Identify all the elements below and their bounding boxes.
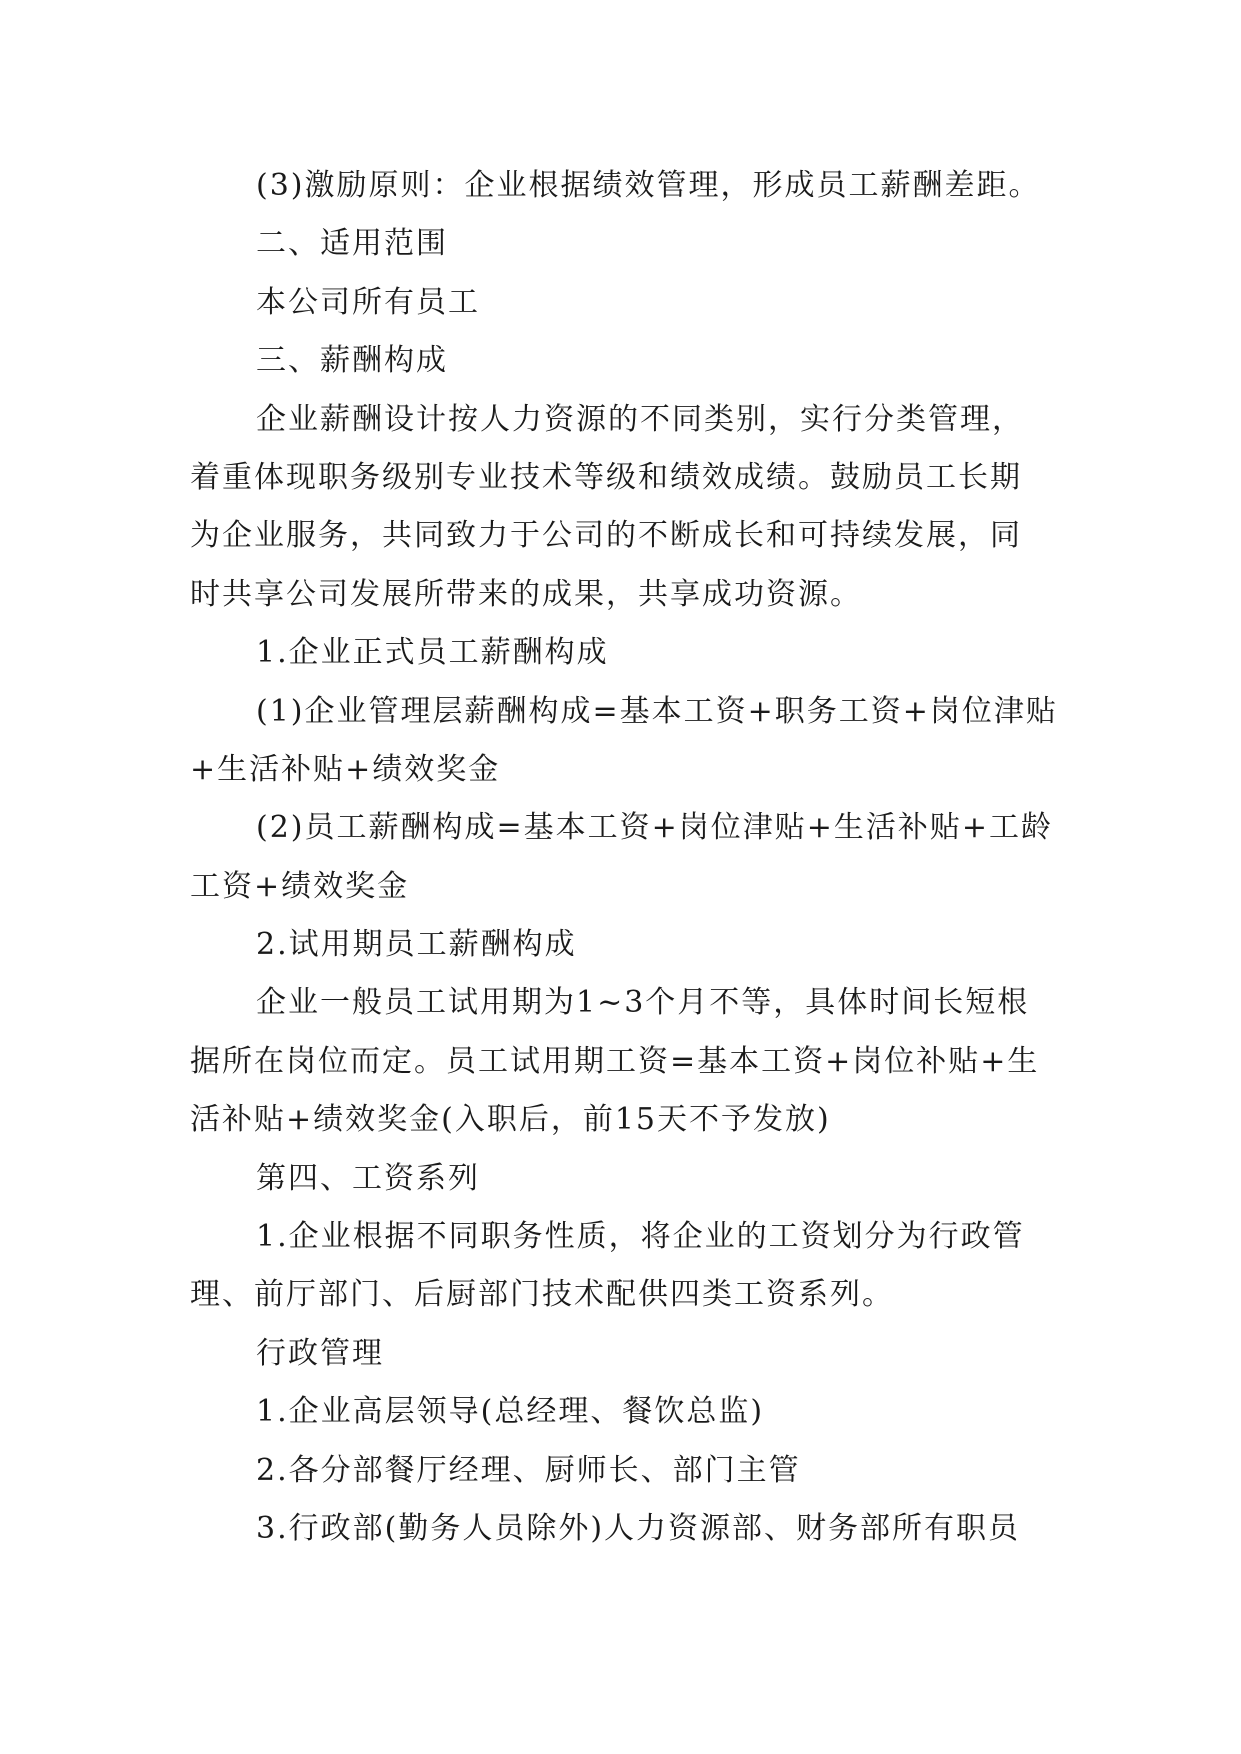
paragraph-line: 着重体现职务级别专业技术等级和绩效成绩。鼓励员工长期 — [190, 459, 1022, 495]
section-heading: 三、薪酬构成 — [256, 343, 448, 379]
paragraph-line: 据所在岗位而定。员工试用期工资=基本工资+岗位补贴+生 — [190, 1043, 1040, 1079]
list-item: 1.企业高层领导(总经理、餐饮总监) — [256, 1394, 765, 1430]
list-item: 2.试用期员工薪酬构成 — [256, 927, 577, 963]
paragraph-line: 企业一般员工试用期为1~3个月不等，具体时间长短根 — [256, 985, 1030, 1021]
list-item: (1)企业管理层薪酬构成=基本工资+职务工资+岗位津贴 — [256, 693, 1058, 729]
paragraph-line: 理、前厅部门、后厨部门技术配供四类工资系列。 — [190, 1277, 894, 1313]
paragraph-line: 时共享公司发展所带来的成果，共享成功资源。 — [190, 576, 862, 612]
paragraph-line: 本公司所有员工 — [256, 284, 480, 320]
list-item: 1.企业根据不同职务性质，将企业的工资划分为行政管 — [256, 1219, 1025, 1255]
paragraph-line: 工资+绩效奖金 — [190, 868, 410, 904]
paragraph-line: +生活补贴+绩效奖金 — [190, 751, 501, 787]
list-item: 3.行政部(勤务人员除外)人力资源部、财务部所有职员 — [256, 1510, 1021, 1546]
paragraph-line: 为企业服务，共同致力于公司的不断成长和可持续发展，同 — [190, 518, 1022, 554]
section-heading: 第四、工资系列 — [256, 1160, 480, 1196]
paragraph-line: 活补贴+绩效奖金(入职后，前15天不予发放) — [190, 1102, 831, 1138]
document-body — [190, 157, 1058, 1558]
section-heading: 二、适用范围 — [256, 226, 448, 262]
list-item: (2)员工薪酬构成=基本工资+岗位津贴+生活补贴+工龄 — [256, 810, 1054, 846]
list-item: 1.企业正式员工薪酬构成 — [256, 635, 609, 671]
paragraph-line: 企业薪酬设计按人力资源的不同类别，实行分类管理， — [256, 401, 1024, 437]
list-item: 2.各分部餐厅经理、厨师长、部门主管 — [256, 1452, 801, 1488]
paragraph-line: (3)激励原则：企业根据绩效管理，形成员工薪酬差距。 — [256, 168, 1041, 203]
section-heading: 行政管理 — [256, 1335, 384, 1371]
